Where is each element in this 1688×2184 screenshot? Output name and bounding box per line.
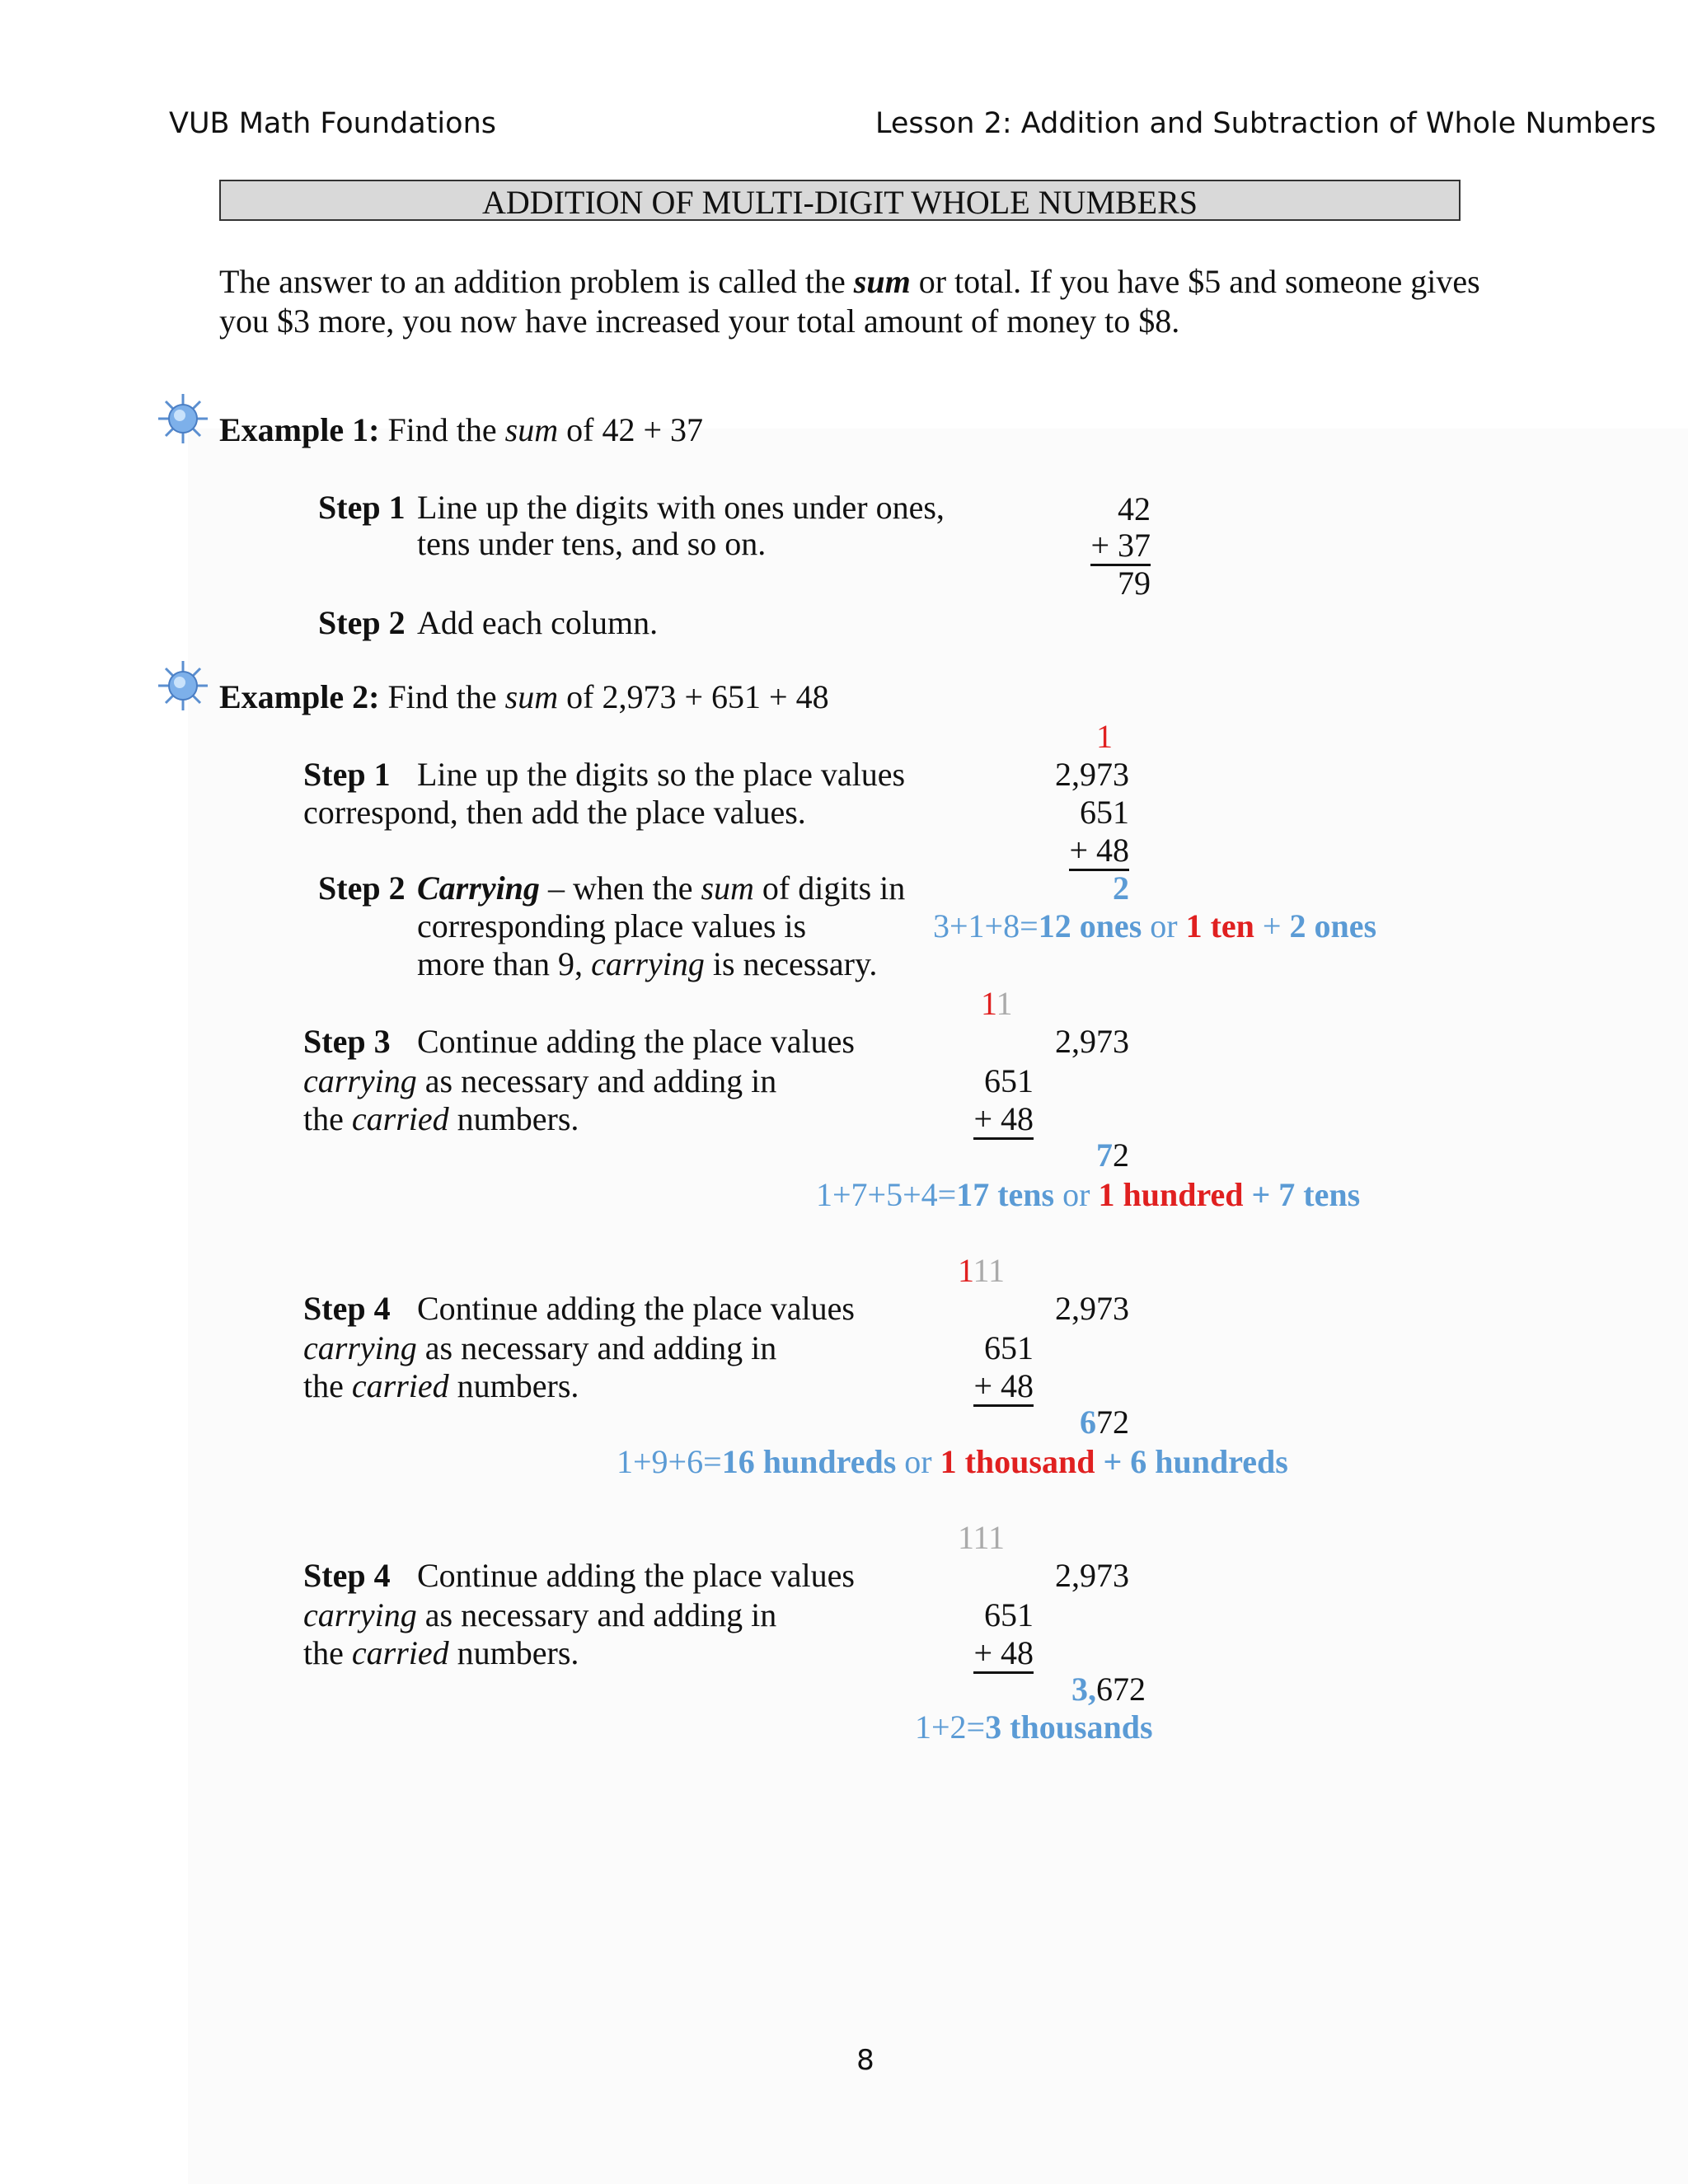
s3-addend-a: 2,973 bbox=[1055, 1023, 1129, 1060]
s2-explanation: 3+1+8=12 ones or 1 ten + 2 ones bbox=[933, 907, 1377, 944]
s5-addend-b: 651 bbox=[984, 1596, 1034, 1633]
s5-result: 3,672 bbox=[1071, 1671, 1146, 1708]
ex1-step2-label: Step 2 bbox=[318, 604, 406, 641]
s2-line2: corresponding place values is bbox=[417, 907, 807, 944]
s3-label: Step 3 bbox=[303, 1023, 391, 1060]
ex1-result: 79 bbox=[1118, 565, 1151, 602]
s1-line2: correspond, then add the place values. bbox=[303, 794, 806, 831]
s4-line2: carrying as necessary and adding in bbox=[303, 1329, 777, 1366]
s5-line2: carrying as necessary and adding in bbox=[303, 1596, 777, 1633]
section-title-box bbox=[219, 180, 1461, 221]
s4-line3: the carried numbers. bbox=[303, 1367, 579, 1404]
header-left: VUB Math Foundations bbox=[169, 107, 496, 140]
s2-line3: more than 9, carrying is necessary. bbox=[417, 945, 878, 982]
header-right: Lesson 2: Addition and Subtraction of Whole Numbers bbox=[875, 107, 1657, 140]
s4-explanation: 1+9+6=16 hundreds or 1 thousand + 6 hundreds bbox=[617, 1443, 1288, 1480]
s3-addend-b: 651 bbox=[984, 1062, 1034, 1099]
s3-result: 72 bbox=[1096, 1137, 1129, 1174]
sun-icon bbox=[157, 659, 209, 712]
ex1-step1-label: Step 1 bbox=[318, 489, 406, 526]
s3-line2: carrying as necessary and adding in bbox=[303, 1062, 777, 1099]
s1-label: Step 1 bbox=[303, 756, 391, 793]
s4-line1: Continue adding the place values bbox=[417, 1290, 855, 1327]
s3-line1: Continue adding the place values bbox=[417, 1023, 855, 1060]
s5-explanation: 1+2=3 thousands bbox=[915, 1708, 1153, 1746]
s2-result: 2 bbox=[1113, 869, 1129, 907]
s4-carry-digits: 111 bbox=[958, 1252, 1006, 1289]
s5-addend-c: + 48 bbox=[923, 1633, 1034, 1673]
example-1-heading: Example 1: Find the sum of 42 + 37 bbox=[219, 411, 704, 448]
ex1-step1-line1: Line up the digits with ones under ones, bbox=[417, 489, 945, 526]
s3-explanation: 1+7+5+4=17 tens or 1 hundred + 7 tens bbox=[816, 1176, 1361, 1213]
s1-carry-digit: 1 bbox=[1096, 718, 1113, 755]
ex1-step2-line1: Add each column. bbox=[417, 604, 659, 641]
s4-addend-a: 2,973 bbox=[1055, 1290, 1129, 1327]
sun-icon bbox=[157, 392, 209, 445]
ex1-addend-a: 42 bbox=[1118, 490, 1151, 527]
ex1-addend-b: + 37 bbox=[1071, 526, 1151, 565]
s1-addend-c: + 48 bbox=[1022, 831, 1129, 870]
s3-carry-digits: 11 bbox=[981, 985, 1013, 1022]
s5-addend-a: 2,973 bbox=[1055, 1557, 1129, 1594]
s4-addend-c: + 48 bbox=[923, 1366, 1034, 1406]
intro-line-2: you $3 more, you now have increased your total amount of money to $8. bbox=[219, 302, 1180, 340]
s1-line1: Line up the digits so the place values bbox=[417, 756, 906, 793]
s4-label: Step 4 bbox=[303, 1290, 391, 1327]
s2-line1: Carrying – when the sum of digits in bbox=[417, 869, 906, 907]
s1-addend-a: 2,973 bbox=[1055, 756, 1129, 793]
page-number: 8 bbox=[856, 2044, 874, 2077]
s5-carry-digits: 111 bbox=[958, 1519, 1006, 1556]
s5-line3: the carried numbers. bbox=[303, 1634, 579, 1671]
s1-addend-b: 651 bbox=[1080, 794, 1129, 831]
ex1-step1-line2: tens under tens, and so on. bbox=[417, 525, 767, 562]
s3-addend-c: + 48 bbox=[923, 1099, 1034, 1139]
intro-line-1: The answer to an addition problem is called the sum or total. If you have $5 and someone gives bbox=[219, 263, 1480, 300]
s4-addend-b: 651 bbox=[984, 1329, 1034, 1366]
s5-label: Step 4 bbox=[303, 1557, 391, 1594]
example-2-heading: Example 2: Find the sum of 2,973 + 651 + 48 bbox=[219, 678, 829, 715]
section-title: ADDITION OF MULTI-DIGIT WHOLE NUMBERS bbox=[481, 184, 1198, 221]
s5-line1: Continue adding the place values bbox=[417, 1557, 855, 1594]
s2-label: Step 2 bbox=[318, 869, 406, 907]
s4-result: 672 bbox=[1080, 1404, 1129, 1441]
s3-line3: the carried numbers. bbox=[303, 1100, 579, 1137]
